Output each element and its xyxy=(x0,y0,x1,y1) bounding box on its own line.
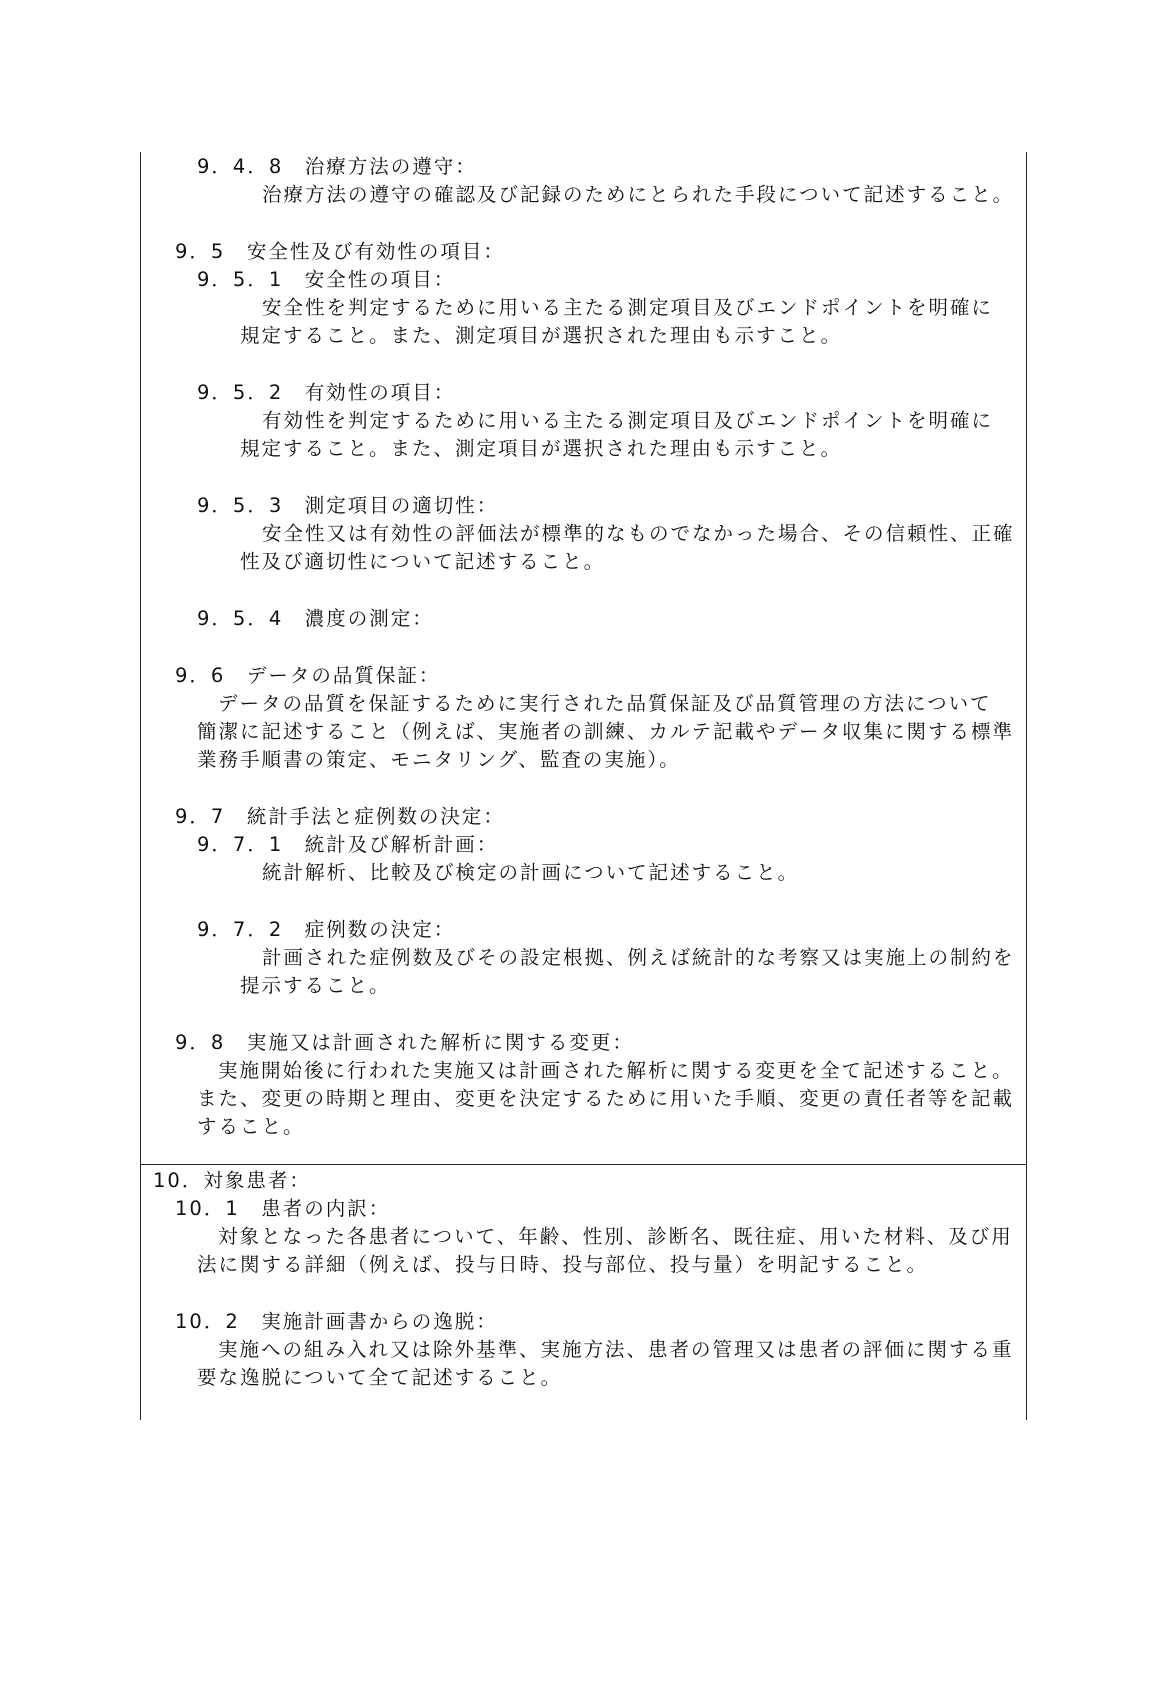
table-left-border xyxy=(140,152,141,1420)
body-text: 安全性を判定するために用いる主たる測定項目及びエンドポイントを明確に xyxy=(262,296,994,319)
body-text: 実施への組み入れ又は除外基準、実施方法、患者の管理又は患者の評価に関する重 xyxy=(218,1338,1014,1361)
body-text: データの品質を保証するために実行された品質保証及び品質管理の方法について xyxy=(218,692,992,715)
heading-9-7-2: 9．7．2 症例数の決定： xyxy=(197,918,456,941)
heading-9-5: 9．5 安全性及び有効性の項目： xyxy=(175,240,505,263)
body-text: すること。 xyxy=(197,1115,305,1138)
heading-10-2: 10．2 実施計画書からの逸脱： xyxy=(175,1310,498,1333)
heading-9-5-1: 9．5．1 安全性の項目： xyxy=(197,268,456,291)
body-text: また、変更の時期と理由、変更を決定するために用いた手順、変更の責任者等を記載 xyxy=(197,1087,1015,1110)
body-text: 治療方法の遵守の確認及び記録のためにとられた手段について記述すること。 xyxy=(262,183,1015,206)
body-text: 計画された症例数及びその設定根拠、例えば統計的な考察又は実施上の制約を xyxy=(262,946,1015,969)
body-text: 対象となった各患者について、年齢、性別、診断名、既往症、用いた材料、及び用 xyxy=(218,1225,1013,1248)
heading-9-7-1: 9．7．1 統計及び解析計画： xyxy=(197,833,499,856)
heading-9-6: 9．6 データの品質保証： xyxy=(175,664,441,687)
heading-10-1: 10．1 患者の内訳： xyxy=(175,1197,391,1220)
body-text: 規定すること。また、測定項目が選択された理由も示すこと。 xyxy=(240,324,843,347)
heading-9-7: 9．7 統計手法と症例数の決定： xyxy=(175,805,505,828)
heading-9-5-2: 9．5．2 有効性の項目： xyxy=(197,381,456,404)
body-text: 実施開始後に行われた実施又は計画された解析に関する変更を全て記述すること。 xyxy=(218,1059,1014,1082)
body-text: 提示すること。 xyxy=(240,974,391,997)
heading-9-5-3: 9．5．3 測定項目の適切性： xyxy=(197,494,499,517)
body-text: 有効性を判定するために用いる主たる測定項目及びエンドポイントを明確に xyxy=(262,409,994,432)
body-text: 安全性又は有効性の評価法が標準的なものでなかった場合、その信頼性、正確 xyxy=(262,522,1015,545)
body-text: 統計解析、比較及び検定の計画について記述すること。 xyxy=(262,861,800,884)
heading-9-8: 9．8 実施又は計画された解析に関する変更： xyxy=(175,1031,634,1054)
heading-10: 10．対象患者： xyxy=(153,1169,311,1192)
body-text: 要な逸脱について全て記述すること。 xyxy=(197,1366,563,1389)
body-text: 法に関する詳細（例えば、投与日時、投与部位、投与量）を明記すること。 xyxy=(197,1253,929,1276)
body-text: 簡潔に記述すること（例えば、実施者の訓練、カルテ記載やデータ収集に関する標準 xyxy=(197,720,1015,743)
body-text: 業務手順書の策定、モニタリング、監査の実施）。 xyxy=(197,748,681,771)
row-divider xyxy=(140,1164,1027,1165)
heading-9-4-8: 9．4．8 治療方法の遵守： xyxy=(197,155,477,178)
heading-9-5-4: 9．5．4 濃度の測定： xyxy=(197,607,434,630)
table-right-border xyxy=(1026,152,1027,1420)
body-text: 規定すること。また、測定項目が選択された理由も示すこと。 xyxy=(240,437,843,460)
body-text: 性及び適切性について記述すること。 xyxy=(240,550,606,573)
